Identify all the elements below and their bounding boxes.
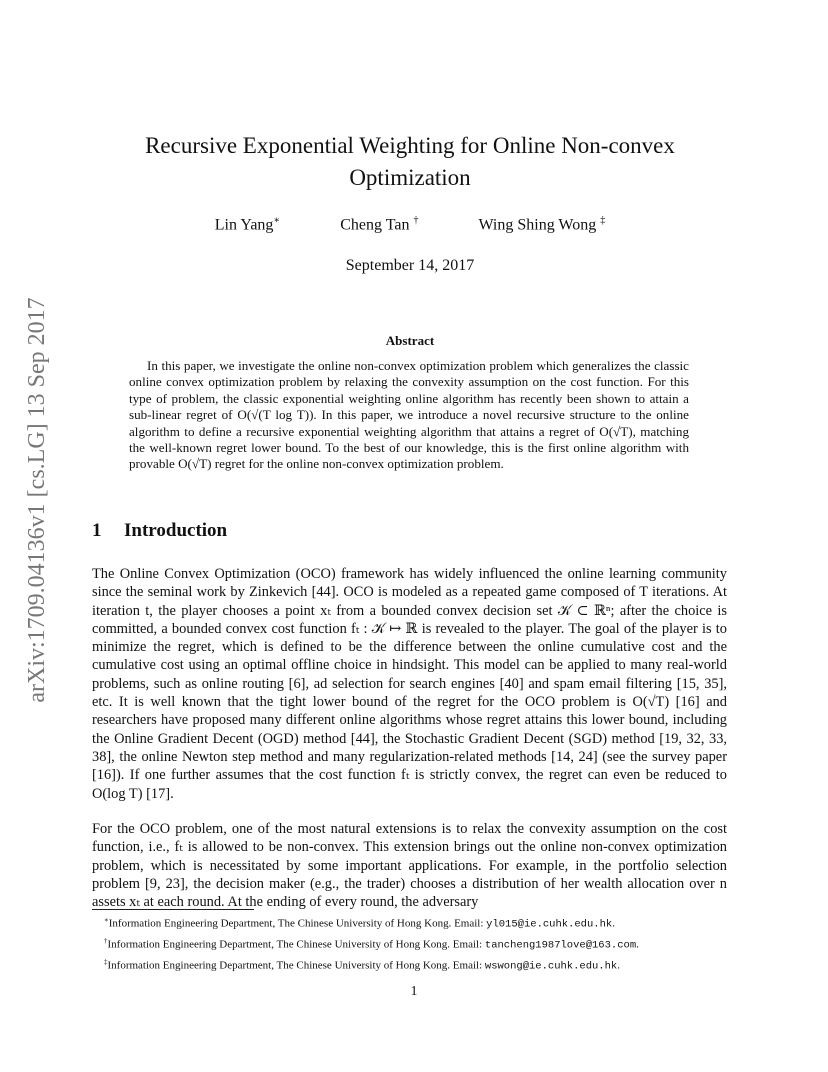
author-mark: † xyxy=(413,215,419,226)
author-mark: ∗ xyxy=(273,215,281,226)
paper-date: September 14, 2017 xyxy=(345,257,475,274)
author-2 xyxy=(340,215,418,234)
section-number: 1 xyxy=(92,520,102,541)
author-name: Lin Yang xyxy=(214,216,274,234)
footnote-email[interactable]: wswong@ie.cuhk.edu.hk xyxy=(484,960,618,973)
author-3 xyxy=(478,215,605,234)
arxiv-stamp xyxy=(8,290,56,710)
footnote-mark: ‡ xyxy=(104,958,108,967)
author-mark: ‡ xyxy=(600,215,606,226)
author-1 xyxy=(215,215,280,234)
footnote-email[interactable]: yl015@ie.cuhk.edu.hk xyxy=(486,918,613,931)
footnote-3 xyxy=(104,954,734,975)
author-name: Cheng Tan xyxy=(340,216,410,234)
footnote-mark: † xyxy=(104,937,108,946)
paper-title: Recursive Exponential Weighting for Online Non-convex Optimization xyxy=(145,133,675,190)
page-number: 1 xyxy=(410,984,418,999)
footnote-end: . xyxy=(612,917,615,930)
abstract-text: In this paper, we investigate the online non-convex optimization problem which generalizes the classic online convex optimization problem by relaxing the convexity assumption on the cost function. For this type of problem, the classic exponential weighting online algorithm has recently been shown to attain a sub-linear regret of O(√(T log T)). In this paper, we introduce a novel recursive structure to the online algorithm to define a recursive exponential weighting algorithm that attains a regret of O(√T), matching the well-known regret lower bound. To the best of our knowledge, this is the first online algorithm with provable O(√T) regret for the online non-convex optimization problem. xyxy=(129,358,689,472)
footnote-end: . xyxy=(636,938,639,951)
footnote-end: . xyxy=(617,959,620,972)
footnote-rule xyxy=(92,909,254,910)
footnote-text: Information Engineering Department, The Chinese University of Hong Kong. Email: xyxy=(107,938,485,951)
footnote-text: Information Engineering Department, The Chinese University of Hong Kong. Email: xyxy=(108,917,487,930)
section-title: Introduction xyxy=(124,520,228,541)
arxiv-stamp-text: arXiv:1709.04136v1 [cs.LG] 13 Sep 2017 xyxy=(24,297,50,703)
author-name: Wing Shing Wong xyxy=(478,216,597,234)
abstract-heading: Abstract xyxy=(385,333,435,348)
intro-paragraph-2: For the OCO problem, one of the most natural extensions is to relax the convexity assumption on the cost function, i.e., fₜ is allowed to be non-convex. This extension brings out the online non-convex optimization problem, which is necessitated by some important applications. For example, in the portfolio selection problem [9, 23], the decision maker (e.g., the trader) chooses a distribution of her wealth allocation over n assets xₜ at each round. At the ending of every round, the adversary xyxy=(92,821,727,911)
section-heading xyxy=(92,520,227,542)
footnote-email[interactable]: tancheng1987love@163.com xyxy=(484,939,637,952)
author-list xyxy=(120,215,700,234)
intro-paragraph-1: The Online Convex Optimization (OCO) framework has widely influenced the online learning community since the seminal work by Zinkevich [44]. OCO is modeled as a repeated game composed of T iterations. At iteration t, the player chooses a point xₜ from a bounded convex decision set 𝒦 ⊂ ℝⁿ; after the choice is committed, a bounded convex cost function fₜ : 𝒦 ↦ ℝ is revealed to the player. The goal of the player is to minimize the regret, which is defined to be the difference between the online cumulative cost and the cumulative cost using an optimal offline choice in hindsight. This model can be applied to many real-world problems, such as online routing [6], ad selection for search engines [40] and spam email filtering [15, 35], etc. It is well known that the tight lower bound of the regret for the OCO problem is O(√T) [16] and researchers have proposed many different online algorithms whose regret attains this lower bound, including the Online Gradient Decent (OGD) method [44], the Stochastic Gradient Decent (SGD) method [19, 32, 33, 38], the online Newton step method and many regularization-related methods [14, 24] (see the survey paper [16]). If one further assumes that the cost function fₜ is strictly convex, the regret can even be reduced to O(log T) [17]. xyxy=(92,566,727,802)
footnote-1 xyxy=(104,912,734,933)
footnote-text: Information Engineering Department, The Chinese University of Hong Kong. Email: xyxy=(107,959,485,972)
footnote-mark: ∗ xyxy=(104,916,109,924)
footnote-2 xyxy=(104,933,734,954)
footnotes xyxy=(104,912,734,975)
